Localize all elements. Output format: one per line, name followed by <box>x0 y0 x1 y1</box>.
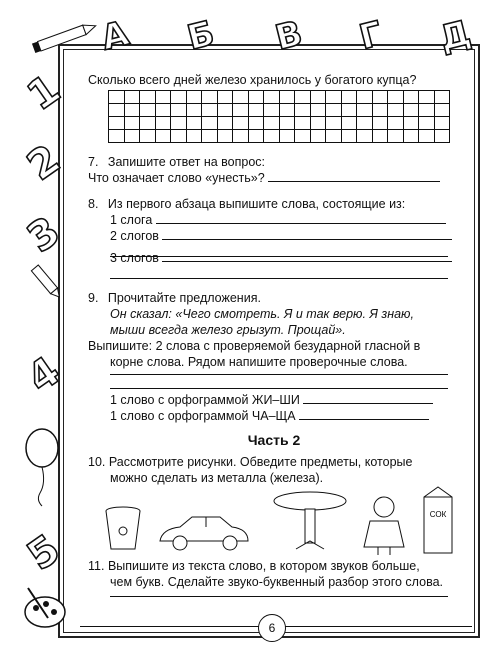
palette-icon <box>20 584 70 634</box>
balloon-icon <box>22 428 66 508</box>
q8-option-2 <box>110 228 460 244</box>
q11-line1: Выпишите из текста слово, в котором звуков больше, <box>107 559 420 573</box>
q9-number: 9. <box>88 291 99 305</box>
answer-grid[interactable] <box>108 90 450 143</box>
q9-line1: Прочитайте предложения. <box>107 291 261 305</box>
digit-1: 1 <box>19 66 69 120</box>
juice-box-icon[interactable] <box>420 485 456 555</box>
q7-line1: Запишите ответ на вопрос: <box>107 155 266 169</box>
q10-line1: Рассмотрите рисунки. Обведите предметы, которые <box>108 455 413 469</box>
q8-option-1 <box>110 212 460 228</box>
doll-icon[interactable] <box>360 493 408 555</box>
q9-task-1: Выпишите: 2 слова с проверяемой безударной гласной в <box>88 339 421 353</box>
q9-w2-line[interactable] <box>299 408 429 420</box>
question-11 <box>88 558 460 574</box>
q10-pictures <box>98 485 458 555</box>
letter-g: Г <box>355 13 387 59</box>
q9-w1 <box>110 392 460 408</box>
digit-2: 2 <box>19 136 69 190</box>
q8-option-label: 1 слога <box>110 213 153 227</box>
q10-number: 10. <box>88 455 106 469</box>
q10-line2: можно сделать из металла (железа). <box>110 471 324 485</box>
q8-option-3 <box>110 250 460 266</box>
question-9 <box>88 290 460 306</box>
q8-option-label: 3 слогов <box>110 251 159 265</box>
q11-answer-line[interactable] <box>110 596 448 597</box>
question-7 <box>88 154 460 170</box>
q9-answer-line[interactable] <box>110 388 448 389</box>
q9-answer-line[interactable] <box>110 374 448 375</box>
question-8 <box>88 196 460 212</box>
q7-number: 7. <box>88 155 99 169</box>
digit-5: 5 <box>19 526 69 580</box>
question-7-line2 <box>88 170 460 186</box>
q8-answer-line[interactable] <box>162 250 452 262</box>
q9-quote-1: Он сказал: «Чего смотреть. Я и так верю. Я знаю, <box>110 307 414 321</box>
letter-v: В <box>271 13 307 59</box>
q8-text: Из первого абзаца выпишите слова, состоящие из: <box>107 197 406 211</box>
q8-answer-line[interactable] <box>156 212 446 224</box>
letter-a: А <box>97 13 133 59</box>
q9-task-2: корне слова. Рядом напишите проверочные слова. <box>110 355 408 369</box>
part-2-heading: Часть 2 <box>247 432 301 448</box>
pencil-icon <box>26 262 66 302</box>
q8-answer-line[interactable] <box>162 228 452 240</box>
letter-d: Д <box>435 12 475 60</box>
digit-4: 4 <box>19 348 69 402</box>
q9-w2-label: 1 слово с орфограммой ЧА–ЩА <box>110 409 296 423</box>
q9-w1-label: 1 слово с орфограммой ЖИ–ШИ <box>110 393 300 407</box>
grid-question: Сколько всего дней железо хранилось у богатого купца? <box>88 73 417 87</box>
q9-quote-2: мыши всегда железо грызут. Прощай». <box>110 323 346 337</box>
question-10 <box>88 454 460 470</box>
q7-line2: Что означает слово «унесть»? <box>88 171 265 185</box>
q11-line2: чем букв. Сделайте звуко-буквенный разбор этого слова. <box>110 575 443 589</box>
table-icon[interactable] <box>270 489 350 555</box>
q7-answer-line[interactable] <box>268 170 440 182</box>
q8-number: 8. <box>88 197 99 211</box>
letter-b: Б <box>183 13 219 59</box>
pencil-icon <box>30 18 100 58</box>
digit-3: 3 <box>19 208 69 262</box>
q11-number: 11. <box>88 559 105 573</box>
q9-w1-line[interactable] <box>303 392 433 404</box>
q8-option-label: 2 слогов <box>110 229 159 243</box>
juice-label: СОК <box>429 510 447 519</box>
page-number: 6 <box>258 614 286 642</box>
car-icon[interactable] <box>156 511 252 555</box>
bucket-icon[interactable] <box>100 503 146 553</box>
q9-w2 <box>110 408 460 424</box>
q8-answer-line[interactable] <box>110 278 448 279</box>
